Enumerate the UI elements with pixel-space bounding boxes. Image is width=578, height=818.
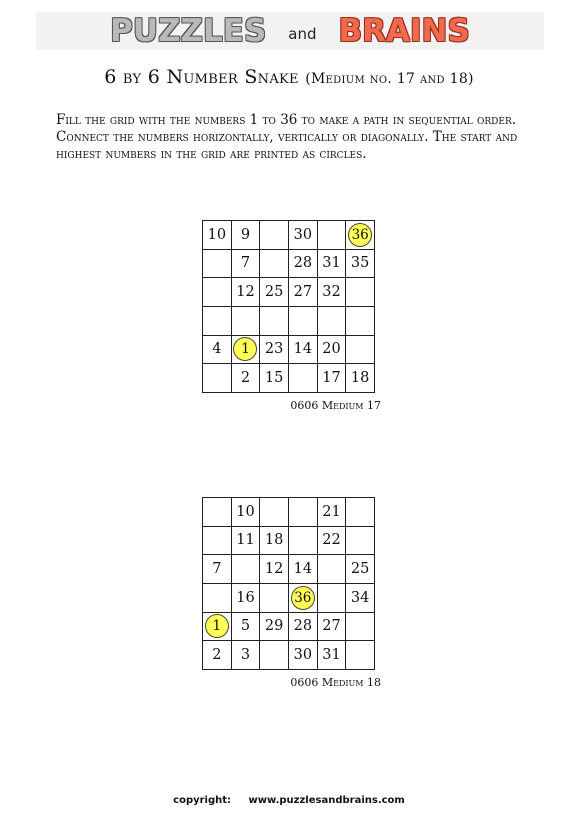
grid-cell [232, 307, 261, 336]
grid-cell [260, 584, 289, 613]
logo-and: and [288, 25, 317, 43]
grid-cell [289, 364, 318, 393]
grid-cell [203, 527, 232, 556]
grid-cell: 17 [318, 364, 347, 393]
grid-cell [346, 278, 375, 307]
title-sub: (Medium no. 17 and 18) [305, 71, 474, 87]
grid-cell: 27 [289, 278, 318, 307]
logo-brains: BRAINS [338, 12, 470, 49]
copyright-url[interactable]: www.puzzlesandbrains.com [248, 795, 405, 806]
grid-cell [318, 221, 347, 250]
grid-cell [260, 250, 289, 279]
grid-cell [260, 498, 289, 527]
grid-cell: 15 [260, 364, 289, 393]
grid-cell: 35 [346, 250, 375, 279]
copyright-footer [0, 795, 578, 806]
grid-cell: 18 [346, 364, 375, 393]
grid-cell: 10 [203, 221, 232, 250]
grid-cell [289, 584, 318, 613]
puzzle-grid-18 [202, 497, 375, 670]
grid-cell [260, 641, 289, 670]
grid-cell [203, 498, 232, 527]
circled-number: 36 [291, 586, 315, 610]
grid-cell: 23 [260, 336, 289, 365]
grid-cell: 20 [318, 336, 347, 365]
grid-cell: 28 [289, 613, 318, 642]
instructions-text: Fill the grid with the numbers 1 to 36 to make a path in sequential order. Connect the numbers horizontally, vertically or diagonally. The start and highest numbers in the grid are printed as circles. [56, 112, 518, 162]
grid-cell [346, 641, 375, 670]
title-main: 6 by 6 Number Snake [104, 66, 299, 88]
grid-cell [203, 278, 232, 307]
grid-cell: 30 [289, 641, 318, 670]
grid-cell: 25 [346, 555, 375, 584]
grid-cell [260, 221, 289, 250]
grid-cell [346, 527, 375, 556]
grid-cell [346, 613, 375, 642]
grid-cell [346, 221, 375, 250]
grid-cell: 18 [260, 527, 289, 556]
grid-cell [289, 307, 318, 336]
grid-cell: 30 [289, 221, 318, 250]
header-banner [36, 12, 544, 50]
grid-cell: 12 [260, 555, 289, 584]
puzzle-caption-17: 0606 Medium 17 [290, 399, 381, 412]
grid-cell: 4 [203, 336, 232, 365]
grid-cell: 31 [318, 641, 347, 670]
puzzle-grid-17 [202, 220, 375, 393]
grid-cell: 29 [260, 613, 289, 642]
grid-cell [346, 498, 375, 527]
grid-cell [203, 584, 232, 613]
grid-cell: 28 [289, 250, 318, 279]
grid-cell: 21 [318, 498, 347, 527]
circled-number: 36 [348, 223, 372, 247]
grid-cell: 34 [346, 584, 375, 613]
copyright-label: copyright: [173, 795, 232, 806]
grid-cell: 14 [289, 555, 318, 584]
grid-cell [318, 584, 347, 613]
grid-cell: 16 [232, 584, 261, 613]
logo-puzzles: PUZZLES [110, 12, 267, 49]
grid-cell [318, 307, 347, 336]
circled-number: 1 [233, 337, 257, 361]
circled-number: 1 [205, 614, 229, 638]
grid-cell: 22 [318, 527, 347, 556]
grid-cell: 25 [260, 278, 289, 307]
grid-cell [289, 527, 318, 556]
grid-cell: 32 [318, 278, 347, 307]
grid-cell: 11 [232, 527, 261, 556]
grid-cell [232, 555, 261, 584]
grid-cell [346, 307, 375, 336]
grid-cell [203, 250, 232, 279]
grid-cell [203, 364, 232, 393]
grid-cell [260, 307, 289, 336]
grid-cell: 2 [203, 641, 232, 670]
page-title [0, 66, 578, 88]
grid-cell [318, 555, 347, 584]
grid-cell [203, 307, 232, 336]
grid-cell: 3 [232, 641, 261, 670]
puzzle-caption-18: 0606 Medium 18 [290, 676, 381, 689]
grid-cell: 31 [318, 250, 347, 279]
grid-cell [203, 613, 232, 642]
grid-cell [346, 336, 375, 365]
grid-cell: 27 [318, 613, 347, 642]
grid-cell [289, 498, 318, 527]
grid-cell: 7 [232, 250, 261, 279]
grid-cell [232, 336, 261, 365]
grid-cell: 10 [232, 498, 261, 527]
grid-cell: 7 [203, 555, 232, 584]
grid-cell: 9 [232, 221, 261, 250]
grid-cell: 12 [232, 278, 261, 307]
grid-cell: 2 [232, 364, 261, 393]
grid-cell: 14 [289, 336, 318, 365]
grid-cell: 5 [232, 613, 261, 642]
